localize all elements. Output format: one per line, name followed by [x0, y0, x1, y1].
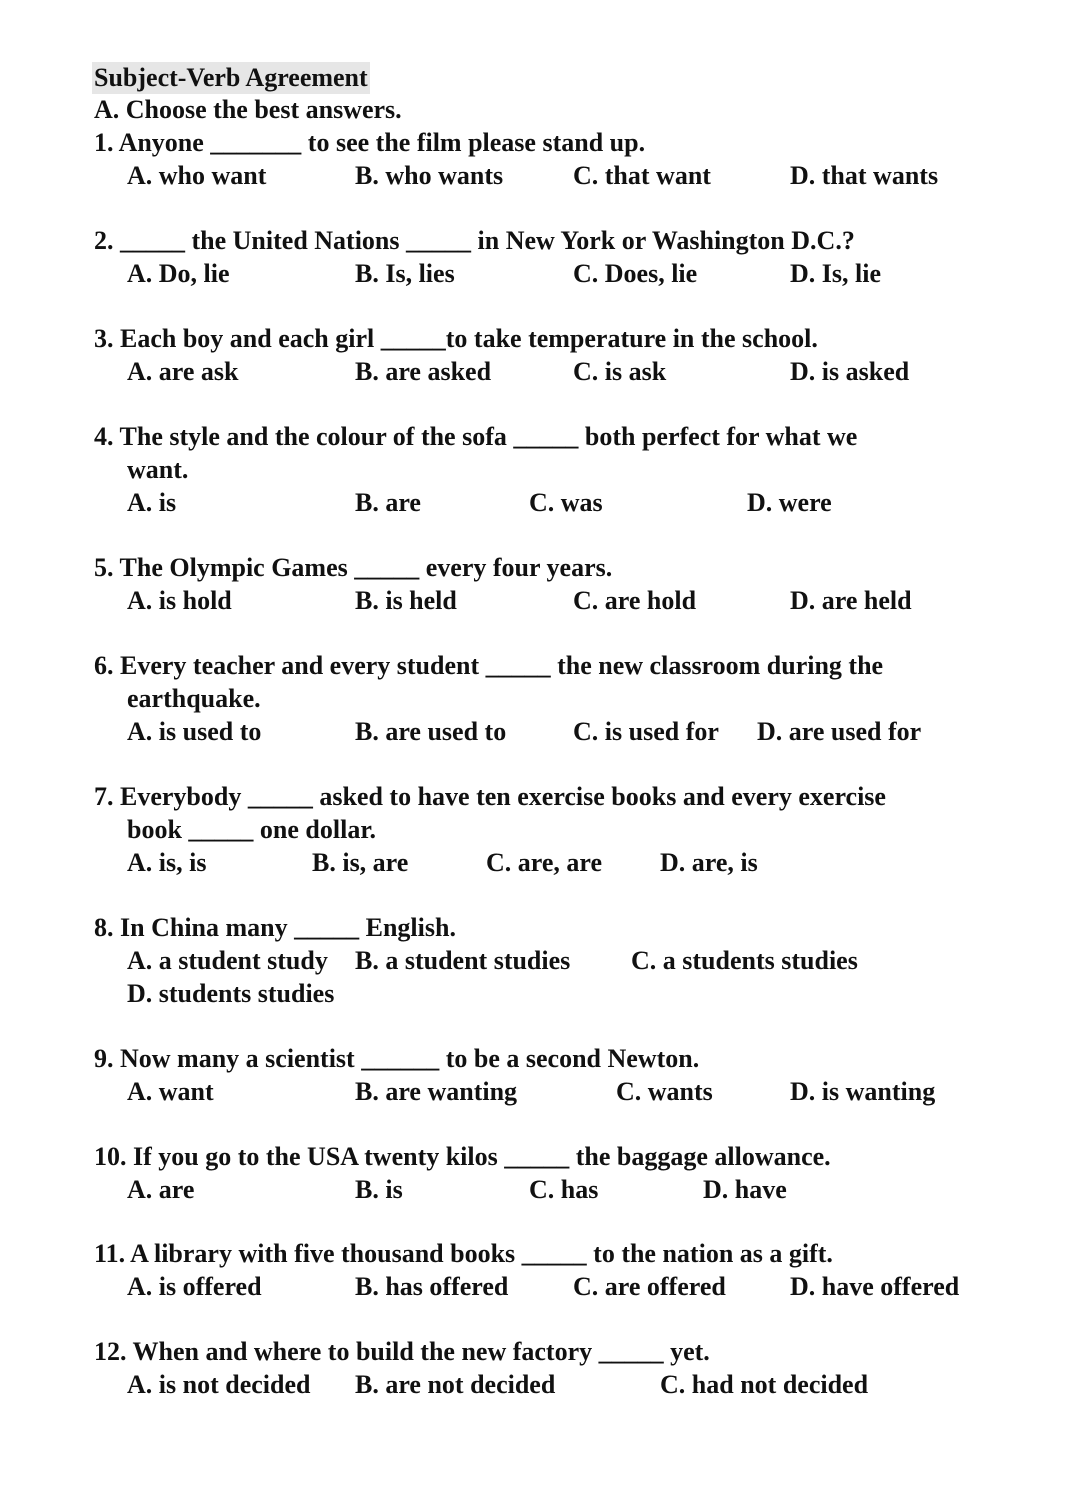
question-8-option-c[interactable]: C. a students studies: [631, 946, 858, 975]
question-12-line-1: 12. When and where to build the new factory _____ yet.: [94, 1337, 710, 1366]
question-1-option-c[interactable]: C. that want: [573, 161, 711, 190]
question-9-option-a[interactable]: A. want: [127, 1077, 214, 1106]
question-10-option-a[interactable]: A. are: [127, 1175, 195, 1204]
question-11-option-d[interactable]: D. have offered: [790, 1272, 960, 1301]
question-10-line-1: 10. If you go to the USA twenty kilos _____ the baggage allowance.: [94, 1142, 831, 1171]
question-3-line-1: 3. Each boy and each girl _____to take temperature in the school.: [94, 324, 818, 353]
question-2-option-d[interactable]: D. Is, lie: [790, 259, 881, 288]
question-12-option-c[interactable]: C. had not decided: [660, 1370, 869, 1399]
question-6-line-1: 6. Every teacher and every student _____ the new classroom during the: [94, 651, 884, 680]
question-3-option-a[interactable]: A. are ask: [127, 357, 239, 386]
question-6-line-2: earthquake.: [127, 684, 261, 713]
question-12-option-a[interactable]: A. is not decided: [127, 1370, 311, 1399]
question-4-option-d[interactable]: D. were: [747, 488, 832, 517]
question-10-option-c[interactable]: C. has: [529, 1175, 599, 1204]
question-7-option-c[interactable]: C. are, are: [486, 848, 602, 877]
question-10-option-d[interactable]: D. have: [703, 1175, 787, 1204]
worksheet-title: Subject-Verb Agreement: [94, 63, 368, 92]
question-4-option-c[interactable]: C. was: [529, 488, 603, 517]
question-8-option-a[interactable]: A. a student study: [127, 946, 328, 975]
question-11-option-a[interactable]: A. is offered: [127, 1272, 262, 1301]
question-4-option-a[interactable]: A. is: [127, 488, 177, 517]
question-3-option-c[interactable]: C. is ask: [573, 357, 667, 386]
question-8-line-1: 8. In China many _____ English.: [94, 913, 456, 942]
question-7-option-a[interactable]: A. is, is: [127, 848, 207, 877]
question-4-line-1: 4. The style and the colour of the sofa _____ both perfect for what we: [94, 422, 858, 451]
question-1-line-1: 1. Anyone _______ to see the film please stand up.: [94, 128, 646, 157]
question-5-option-b[interactable]: B. is held: [355, 586, 457, 615]
question-5-option-a[interactable]: A. is hold: [127, 586, 232, 615]
question-8-option-d[interactable]: D. students studies: [127, 979, 335, 1008]
question-3-option-b[interactable]: B. are asked: [355, 357, 492, 386]
question-4-line-2: want.: [127, 455, 189, 484]
question-6-option-c[interactable]: C. is used for: [573, 717, 719, 746]
question-10-option-b[interactable]: B. is: [355, 1175, 403, 1204]
question-5-option-c[interactable]: C. are hold: [573, 586, 697, 615]
question-7-line-2: book _____ one dollar.: [127, 815, 376, 844]
question-2-option-c[interactable]: C. Does, lie: [573, 259, 698, 288]
question-8-option-b[interactable]: B. a student studies: [355, 946, 571, 975]
question-6-option-d[interactable]: D. are used for: [757, 717, 922, 746]
question-2-option-b[interactable]: B. Is, lies: [355, 259, 455, 288]
question-1-option-d[interactable]: D. that wants: [790, 161, 939, 190]
question-1-option-a[interactable]: A. who want: [127, 161, 267, 190]
question-11-option-c[interactable]: C. are offered: [573, 1272, 726, 1301]
question-6-option-b[interactable]: B. are used to: [355, 717, 507, 746]
section-instruction: A. Choose the best answers.: [94, 95, 402, 124]
question-9-option-b[interactable]: B. are wanting: [355, 1077, 518, 1106]
question-1-option-b[interactable]: B. who wants: [355, 161, 504, 190]
question-9-option-d[interactable]: D. is wanting: [790, 1077, 936, 1106]
question-7-option-d[interactable]: D. are, is: [660, 848, 758, 877]
question-3-option-d[interactable]: D. is asked: [790, 357, 910, 386]
question-12-option-b[interactable]: B. are not decided: [355, 1370, 556, 1399]
question-2-line-1: 2. _____ the United Nations _____ in New York or Washington D.C.?: [94, 226, 855, 255]
question-6-option-a[interactable]: A. is used to: [127, 717, 262, 746]
question-4-option-b[interactable]: B. are: [355, 488, 421, 517]
question-11-line-1: 11. A library with five thousand books _____ to the nation as a gift.: [94, 1239, 833, 1268]
question-9-option-c[interactable]: C. wants: [616, 1077, 713, 1106]
question-5-option-d[interactable]: D. are held: [790, 586, 912, 615]
question-5-line-1: 5. The Olympic Games _____ every four years.: [94, 553, 613, 582]
question-2-option-a[interactable]: A. Do, lie: [127, 259, 230, 288]
question-7-option-b[interactable]: B. is, are: [312, 848, 409, 877]
question-11-option-b[interactable]: B. has offered: [355, 1272, 509, 1301]
question-7-line-1: 7. Everybody _____ asked to have ten exercise books and every exercise: [94, 782, 886, 811]
question-9-line-1: 9. Now many a scientist ______ to be a second Newton.: [94, 1044, 700, 1073]
